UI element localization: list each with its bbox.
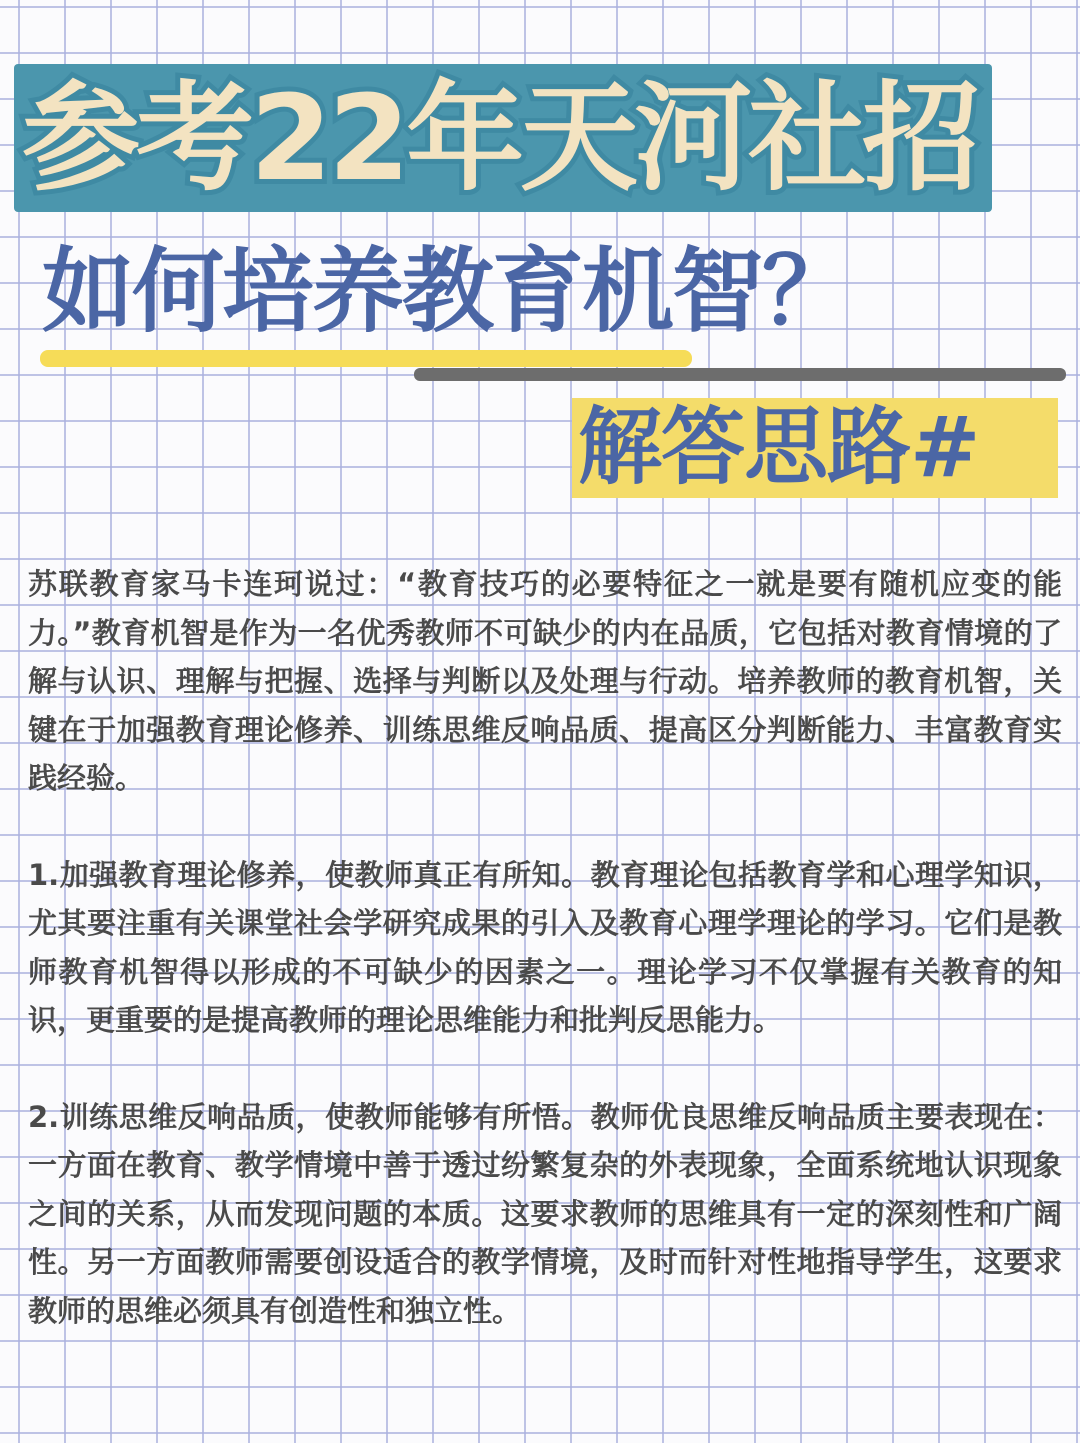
point-1-paragraph: 1.加强教育理论修养，使教师真正有所知。教育理论包括教育学和心理学知识，尤其要注重有关课堂社会学研究成果的引入及教育心理学理论的学习。它们是教师教育机智得以形成的不可缺少的因素之一。理论学习不仅掌握有关教育的知识，更重要的是提高教师的理论思维能力和批判反思能力。	[28, 857, 1062, 1037]
yellow-underline	[40, 350, 692, 367]
page-title: 参考22年天河社招	[22, 69, 977, 207]
article-body	[28, 560, 1062, 1335]
answer-tag: 解答思路#	[578, 398, 980, 496]
point-2-paragraph: 2.训练思维反响品质，使教师能够有所悟。教师优良思维反响品质主要表现在：一方面在教育、教学情境中善于透过纷繁复杂的外表现象，全面系统地认识现象之间的关系，从而发现问题的本质。这要求教师的思维具有一定的深刻性和广阔性。另一方面教师需要创设适合的教学情境，及时而针对性地指导学生，这要求教师的思维必须具有创造性和独立性。	[28, 1099, 1062, 1328]
intro-paragraph: 苏联教育家马卡连珂说过：“教育技巧的必要特征之一就是要有随机应变的能力。”教育机智是作为一名优秀教师不可缺少的内在品质，它包括对教育情境的了解与认识、理解与把握、选择与判断以及处理与行动。培养教师的教育机智，关键在于加强教育理论修养、训练思维反响品质、提高区分判断能力、丰富教育实践经验。	[28, 567, 1062, 795]
gray-underline	[414, 368, 1066, 381]
page-subtitle: 如何培养教育机智？	[42, 238, 853, 345]
